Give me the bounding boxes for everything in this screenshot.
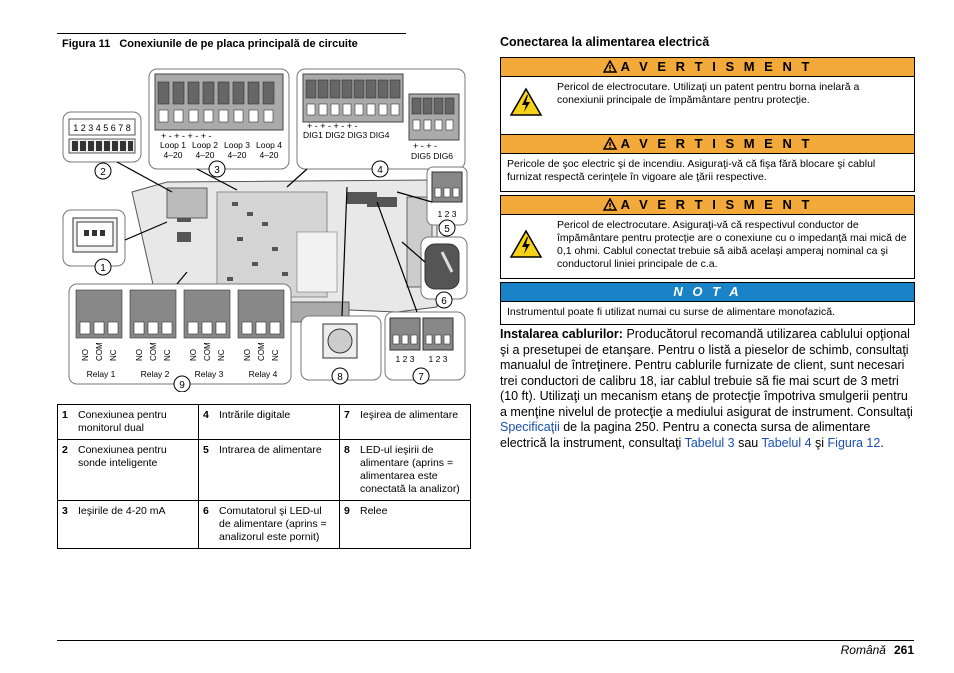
note-body [501,302,914,324]
table-4-link[interactable]: Tabelul 4 [761,435,812,450]
warning-label: A V E R T I S M E N T [620,136,813,151]
paragraph-text: Producătorul recomandă utilizarea cablului opţional şi a presetupei de etanşare. Pentru o listă a pieselor de schimb, consultaţi manualul de întreţinere. Pentru cablurile furnizate de client, sunt necesari trei conductori de calibru 18, iar cablul trebuie să fie mai scurt de 3 metri (10 ft). Utilizaţi un mecanism etanş de protecţie împotriva smulgerii pentru a menţine nivelul de protecţie a mediului asigurat de instrument. Consultaţi [500,327,913,419]
figure-12-link[interactable]: Figura 12 [827,435,881,450]
relay4-no: NO [243,349,252,361]
callout-8: 8 [337,372,343,383]
note-text: Instrumentul poate fi utilizat numai cu surse de alimentare monofazică. [507,306,835,318]
section-title: Conectarea la alimentarea electrică [500,35,710,49]
callout-7: 7 [418,372,424,383]
warning-triangle-icon [603,137,617,150]
loop-1-label: Loop 1 [160,140,186,150]
top-rule [57,33,406,34]
relay2-com: COM [149,342,158,361]
note-header: N O T A [501,283,914,302]
warning-body [501,77,914,137]
warning-text: Pericole de şoc electric şi de incendiu. Asiguraţi-vă că fişa fără blocare şi cablul furnizat respectă cerinţele în vigoare ale ţării respective. [507,158,876,183]
power-input-pins: 1 2 3 [437,209,457,219]
relay4-nc: NC [271,349,280,361]
callout-box-1 [63,210,125,266]
callout-box-5 [427,167,467,225]
loop-4-label: Loop 4 [256,140,282,150]
legend-row [58,440,471,501]
callout-9: 9 [179,380,185,391]
dip-switch-label: 1 2 3 4 5 6 7 8 [73,123,131,133]
warning-header [501,135,914,154]
warning-text: Pericol de electrocutare. Utilizaţi un patent pentru borna inelară a conexiunii principale de împământare pentru protecţie. [557,81,860,106]
footer-language: Română [840,643,886,657]
legend-row [58,501,471,549]
specifications-link[interactable]: Specificaţii [500,420,560,434]
power-output-pins-b: 1 2 3 [428,354,448,364]
legend-text: Intrarea de alimentare [215,440,340,501]
warning-label: A V E R T I S M E N T [620,59,813,74]
legend-num: 9 [340,501,357,549]
relay-4-label: Relay 4 [248,369,278,379]
electrical-hazard-icon [509,229,543,259]
paragraph-text: şi [811,435,828,450]
relay-1-label: Relay 1 [86,369,116,379]
page-number: 261 [893,643,914,657]
legend-text: Relee [356,501,471,549]
relay2-nc: NC [163,349,172,361]
callout-3: 3 [214,165,220,176]
loop-3-label: Loop 3 [224,140,250,150]
relay1-com: COM [95,342,104,361]
legend-num: 6 [199,501,216,549]
warning-label: A V E R T I S M E N T [620,197,813,212]
callout-box-4 [297,69,465,169]
legend-num: 8 [340,440,357,501]
paragraph-text: sau [734,435,762,450]
callout-2: 2 [100,167,106,178]
legend-num: 7 [340,405,357,440]
relay1-no: NO [81,349,90,361]
electrical-hazard-icon [509,87,543,117]
relay3-com: COM [203,342,212,361]
loop-4-range: 4–20 [259,150,279,160]
warning-box-2 [500,134,915,192]
warning-triangle-icon [603,198,617,211]
footer-rule [57,640,914,641]
warning-triangle-icon [603,60,617,73]
warning-body [501,215,914,278]
callout-4: 4 [377,165,383,176]
figure-caption [62,38,358,50]
paragraph-lead: Instalarea cablurilor: [500,327,623,341]
warning-body [501,154,914,191]
loop-polarity: + - + - + - + - [161,131,212,141]
loop-1-range: 4–20 [163,150,183,160]
dig56-polarity: + - + - [413,141,438,151]
callout-box-3 [149,69,289,169]
callout-5: 5 [444,224,450,235]
loop-2-label: Loop 2 [192,140,218,150]
dig-polarity: + - + - + - + - [307,121,358,131]
warning-header [501,196,914,215]
legend-num: 5 [199,440,216,501]
power-output-pins-a: 1 2 3 [395,354,415,364]
page-footer [841,643,914,657]
relay1-nc: NC [109,349,118,361]
legend-num: 3 [58,501,75,549]
legend-num: 4 [199,405,216,440]
relay-3-label: Relay 3 [194,369,224,379]
relay3-nc: NC [217,349,226,361]
legend-text: Ieşirea de alimentare [356,405,471,440]
callout-6: 6 [441,296,447,307]
dig5-6-labels: DIG5 DIG6 [411,151,454,161]
legend-text: LED-ul ieşirii de alimentare (aprins = alimentarea este conectată la analizor) [356,440,471,501]
legend-text: Conexiunea pentru sonde inteligente [74,440,199,501]
warning-box-1 [500,57,915,138]
legend-num: 2 [58,440,75,501]
figure-title: Conexiunile de pe placa principală de circuite [119,38,358,50]
dig1-4-labels: DIG1 DIG2 DIG3 DIG4 [303,130,390,140]
relay4-com: COM [257,342,266,361]
legend-text: Comutatorul şi LED-ul de alimentare (aprins = analizorul este pornit) [215,501,340,549]
figure-legend-table [57,404,471,549]
callout-box-6 [421,237,467,299]
callout-box-9 [69,284,291,384]
relay2-no: NO [135,349,144,361]
callout-1: 1 [100,263,106,274]
warning-text: Pericol de electrocutare. Asiguraţi-vă că respectivul conductor de împământare pentru protecţie are o conexiune cu o impedanţă mai mică de 0,1 ohmi. Cablul conectat trebuie să aibă acelaşi amperaj nominal ca şi conductorul liniei principale de c.a. [557,219,907,270]
legend-num: 1 [58,405,75,440]
loop-3-range: 4–20 [227,150,247,160]
note-box [500,282,915,325]
warning-box-3 [500,195,915,279]
legend-text: Conexiunea pentru monitorul dual [74,405,199,440]
paragraph-text: . [880,435,884,450]
relay3-no: NO [189,349,198,361]
legend-text: Intrările digitale [215,405,340,440]
legend-text: Ieşirile de 4-20 mA [74,501,199,549]
loop-2-range: 4–20 [195,150,215,160]
legend-row [58,405,471,440]
callout-box-2 [63,112,141,162]
cable-install-paragraph [500,327,914,451]
relay-2-label: Relay 2 [140,369,170,379]
circuit-board-diagram [57,62,471,392]
table-3-link[interactable]: Tabelul 3 [684,435,735,450]
figure-label: Figura 11 [62,38,111,50]
paragraph-text: de la pagina 250. Pentru a conecta sursa de alimentare electrică la instrument, consultaţi [500,420,871,450]
warning-header [501,58,914,77]
